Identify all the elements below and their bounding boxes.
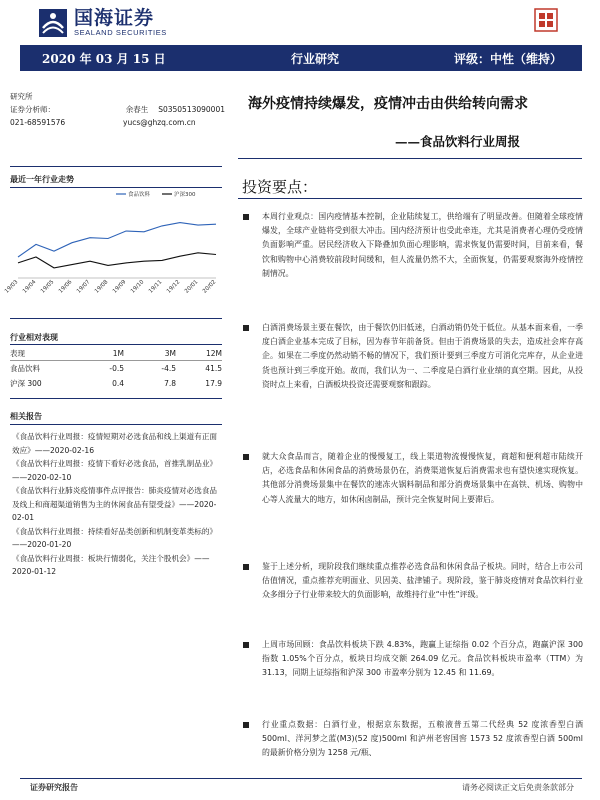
invest-paragraph: [243, 560, 583, 603]
row-name: 食品饮料: [10, 364, 40, 373]
cell-1m: -0.5: [109, 364, 124, 373]
chart-top-divider: [10, 166, 222, 167]
cell-3m: 7.8: [164, 379, 176, 388]
table-row: [10, 361, 222, 376]
cell-3m: -4.5: [161, 364, 176, 373]
related-heading: 相关报告: [10, 412, 42, 421]
performance-heading: 行业相对表现: [10, 333, 58, 342]
logo-name-cn: 国海证券: [74, 7, 155, 29]
performance-bottom-divider: [10, 398, 222, 399]
related-report-link[interactable]: 《食品饮料行业周报：疫情下看好必选食品，首推乳制品业》——2020-02-10: [12, 459, 218, 482]
analyst-info: [10, 90, 225, 127]
analyst-phone: 021-68591576: [10, 118, 66, 127]
invest-divider: [238, 198, 582, 199]
research-report-seal: [534, 8, 558, 32]
table-header-row: [10, 346, 222, 361]
x-tick-label: 20/01: [183, 279, 200, 295]
industry-trend-chart: [3, 188, 222, 300]
x-tick-label: 19/11: [147, 279, 164, 295]
invest-paragraph: [243, 638, 583, 681]
column-header: 12M: [205, 348, 222, 358]
bullet-icon: [243, 454, 249, 460]
series-line-food-beverage: [18, 223, 216, 257]
x-tick-label: 19/03: [3, 279, 20, 295]
paragraph-text: 本周行业观点：国内疫情基本控制，企业陆续复工，供给端有了明显改善。但随着全球疫情爆发，全球产业链将受到很大冲击。国内经济预计也受此牵连，尤其是消费者心理仍受疫情负面影响严重。居民经济收入下降叠加负面心理影响，需求恢复仍需要时间，目前来看，餐饮和购物中心消费较前段时间缓和，但人流量仍然不大，全面恢复，仍需要观察海外疫情控制情况。: [262, 212, 583, 278]
legend-label: 沪深300: [174, 192, 196, 198]
cell-12m: 41.5: [205, 364, 222, 373]
x-tick-label: 19/05: [39, 279, 56, 295]
logo-icon: [38, 8, 68, 38]
bullet-icon: [243, 642, 249, 648]
table-row: [10, 376, 222, 391]
chart-heading: 最近一年行业走势: [10, 175, 74, 184]
x-tick-label: 19/09: [111, 279, 128, 295]
title-divider: [238, 158, 582, 159]
logo-name-en: SEALAND SECURITIES: [74, 28, 167, 37]
related-report-link[interactable]: 《食品饮料行业周报：板块行情弱化，关注个股机会》——2020-01-12: [12, 553, 210, 576]
dept-label: 研究所: [10, 92, 33, 101]
analyst-role: 证券分析师：: [10, 105, 55, 114]
x-tick-label: 20/02: [201, 279, 218, 295]
x-tick-label: 19/08: [93, 279, 110, 295]
bullet-icon: [243, 564, 249, 570]
paragraph-text: 白酒消费场景主要在餐饮，由于餐饮仍旧低迷，白酒动销仍处于低位。从基本面来看，一季度白酒企业基本完成了目标，因为春节年前备货。但由于消费场景的失去，造成社会库存高企。如果在二季度仍然动销不畅的情况下，我们预计要到三季度方可消化完库存，从企业进货也预计到三季度开始。故而，我们认为一、二季度是白酒行业业绩的真空期。因此，从投资时点上来看，白酒板块投资还需要观察和跟踪。: [262, 323, 583, 389]
analyst-name: 余春生: [125, 105, 149, 114]
row-name: 沪深 300: [10, 379, 42, 388]
paragraph-text: 鉴于上述分析，现阶段我们继续重点推荐必选食品和休闲食品子板块。同时，结合上市公司估值情况，重点推荐充明面业、贝因美、盐津铺子。现阶段，鉴于肺炎疫情对食品饮料行业众多细分子行业带来较大的负面影响，故维持行业“中性”评级。: [262, 562, 583, 600]
performance-table: [10, 346, 222, 391]
report-date: 2020 年 03 月 15 日: [42, 51, 166, 66]
related-report-link[interactable]: 《食品饮料行业周报：持续看好品类创新和机制变革类标的》——2020-01-20: [12, 526, 218, 549]
related-report-link[interactable]: 《食品饮料行业周报：疫情短期对必选食品和线上渠道有正面效应》——2020-02-16: [12, 432, 218, 455]
invest-paragraph: [243, 718, 583, 761]
x-tick-label: 19/04: [21, 279, 38, 295]
invest-heading: 投资要点：: [242, 178, 318, 196]
chart-bottom-divider: [10, 318, 222, 319]
report-title: 海外疫情持续爆发，疫情冲击由供给转向需求: [248, 96, 528, 112]
footer-divider: [20, 778, 582, 779]
report-banner: [20, 45, 582, 71]
report-subtitle: ——食品饮料行业周报: [395, 134, 521, 149]
column-header: 1M: [112, 348, 124, 358]
series-line-csi300: [18, 253, 216, 268]
bullet-icon: [243, 214, 249, 220]
invest-paragraph: [243, 450, 583, 507]
footer-label: 证券研究报告: [30, 783, 78, 792]
column-header: 表现: [10, 348, 25, 358]
x-tick-label: 19/07: [75, 279, 92, 295]
x-tick-label: 19/06: [57, 279, 74, 295]
paragraph-text: 行业重点数据：白酒行业，根据京东数据，五粮液普五第二代经典 52 度浓香型白酒 500ml、洋河梦之蓝(M3)(52 度)500ml 和泸州老窖国窖 1573 52 度浓香型白酒 500ml 的最新价格分别为 1258 元/瓶、: [262, 720, 583, 758]
related-report-link[interactable]: 《食品饮料行业肺炎疫情事件点评报告：肺炎疫情对必选食品及线上和商超渠道销售为主的休闲食品有望受益》——2020-02-01: [12, 486, 218, 522]
paragraph-text: 就大众食品而言，随着企业的慢慢复工，线上渠道物流慢慢恢复，商超和便利超市陆续开店，必选食品和休闲食品的消费场景仍在，消费渠道恢复后消费需求也有望快速实现恢复。其他部分消费场景集中在餐饮的速冻火锅料制品和部分消费场景集中在高铁、机场、购物中心等人流量大的地方，如休闲卤制品，预计完全恢复时间上要滞后。: [262, 452, 583, 504]
analyst-license: S0350513090001: [158, 105, 225, 114]
industry-rating: 评级：中性（维持）: [453, 51, 562, 66]
x-tick-label: 19/10: [129, 279, 146, 295]
related-heading-divider: [10, 424, 222, 425]
paragraph-text: 上周市场回顾：食品饮料板块下跌 4.83%，跑赢上证综指 0.02 个百分点，跑赢沪深 300 指数 1.05%个百分点，板块日均成交额 264.09 亿元。食品饮料板块市盈率（TTM）为 31.13，同期上证综指和沪深 300 市盈率分别为 12.45 和 11.69。: [262, 640, 583, 678]
column-header: 3M: [164, 348, 176, 358]
x-tick-label: 19/12: [165, 279, 182, 295]
performance-heading-divider: [10, 344, 222, 345]
invest-paragraph: [243, 210, 583, 281]
bullet-icon: [243, 325, 249, 331]
cell-12m: 17.9: [205, 379, 222, 388]
analyst-email[interactable]: yucs@ghzq.com.cn: [123, 118, 196, 127]
bullet-icon: [243, 722, 249, 728]
report-type: 行业研究: [291, 51, 340, 66]
footer-disclaimer: 请务必阅读正文后免责条款部分: [462, 783, 574, 792]
company-logo: [38, 8, 167, 38]
legend-label: 食品饮料: [128, 192, 151, 198]
related-reports-list: [12, 430, 224, 579]
invest-paragraph: [243, 321, 583, 392]
cell-1m: 0.4: [112, 379, 124, 388]
